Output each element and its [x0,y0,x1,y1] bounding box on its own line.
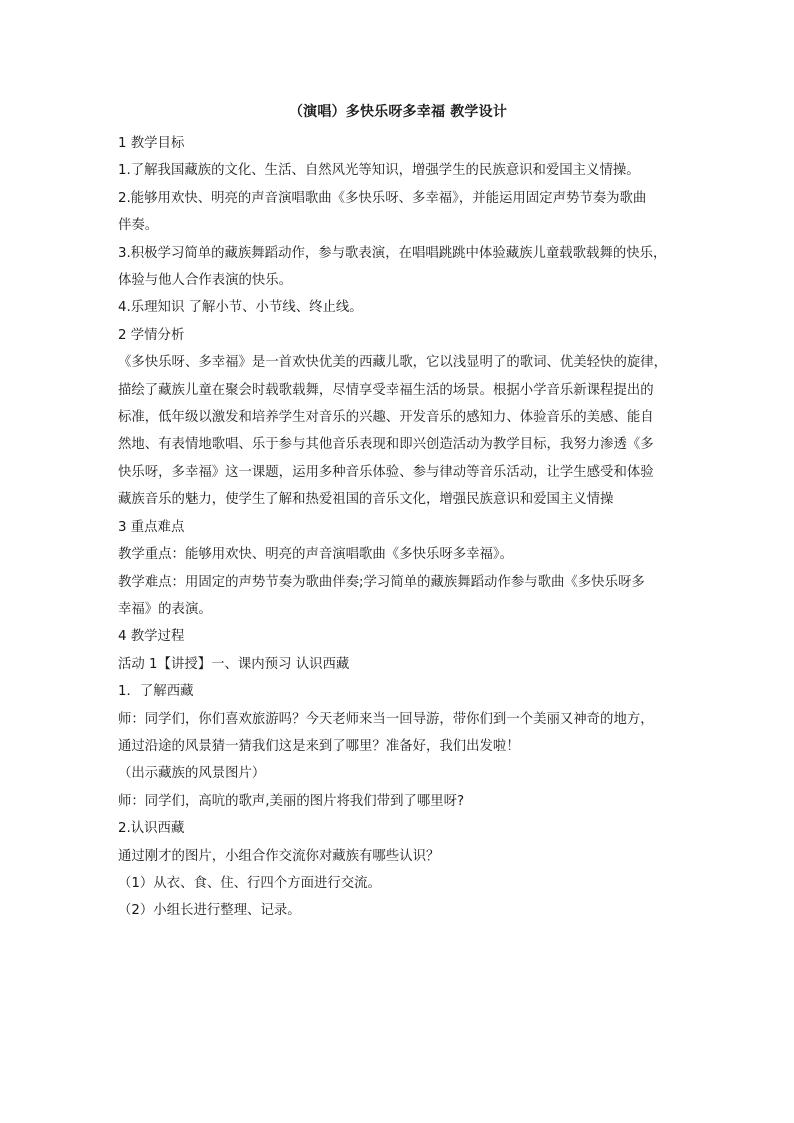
paragraph-line: 4.乐理知识 了解小节、小节线、终止线。 [118,300,363,316]
paragraph-line: 藏族音乐的魅力，使学生了解和热爱祖国的音乐文化，增强民族意识和爱国主义情操 [118,492,614,508]
subsection-heading: 1．了解西藏 [118,684,194,700]
paragraph-line: 教学难点：用固定的声势节奏为歌曲伴奏;学习简单的藏族舞蹈动作参与歌曲《多快乐呀多 [118,574,645,590]
paragraph-line: 3.积极学习简单的藏族舞蹈动作，参与歌表演，在唱唱跳跳中体验藏族儿童载歌载舞的快乐， [118,245,667,261]
document-title: （演唱）多快乐呀多幸福 教学设计 [288,104,508,120]
paragraph-line: 体验与他人合作表演的快乐。 [118,273,293,289]
document-body [118,100,678,925]
list-item: （1）从衣、食、住、行四个方面进行交流。 [118,875,381,891]
paragraph-line: 通过刚才的图片，小组合作交流你对藏族有哪些认识？ [118,848,440,864]
paragraph-line: 师：同学们，你们喜欢旅游吗？今天老师来当一回导游，带你们到一个美丽又神奇的地方， [118,711,654,727]
paragraph-line: 教学重点：能够用欢快、明亮的声音演唱歌曲《多快乐呀多幸福》。 [118,547,514,563]
section-heading-objectives: 1 教学目标 [118,136,185,151]
list-item: （2）小组长进行整理、记录。 [118,903,301,919]
activity-heading: 活动 1【讲授】一、课内预习 认识西藏 [118,656,350,672]
paragraph-line: 然地、有表情地歌唱、乐于参与其他音乐表现和即兴创造活动为教学目标，我努力渗透《多 [118,437,654,453]
subsection-heading: 2.认识西藏 [118,821,185,837]
paragraph-line: 《多快乐呀、多幸福》是一首欢快优美的西藏儿歌，它以浅显明了的歌词、优美轻快的旋律， [118,355,668,371]
section-heading-analysis: 2 学情分析 [118,327,185,343]
section-heading-key-points: 3 重点难点 [118,519,185,535]
paragraph-line: （出示藏族的风景图片） [118,766,266,782]
document-lines [118,130,678,925]
paragraph-line: 幸福》的表演。 [118,601,212,617]
paragraph-line: 师：同学们，高吭的歌声,美丽的图片将我们带到了哪里呀? [118,793,465,809]
paragraph-line: 快乐呀，多幸福》这一课题，运用多种音乐体验、参与律动等音乐活动，让学生感受和体验 [118,464,654,480]
paragraph-line: 描绘了藏族儿童在聚会时载歌载舞，尽情享受幸福生活的场景。根据小学音乐新课程提出的 [118,382,654,398]
paragraph-line: 2.能够用欢快、明亮的声音演唱歌曲《多快乐呀、多幸福》，并能运用固定声势节奏为歌曲 [118,190,647,206]
paragraph-line: 标准，低年级以激发和培养学生对音乐的兴趣、开发音乐的感知力、体验音乐的美感、能自 [118,410,654,426]
paragraph-line: 伴奏。 [118,218,159,234]
paragraph-line: 通过沿途的风景猜一猜我们这是来到了哪里？准备好，我们出发啦！ [118,738,520,754]
paragraph-line: 1.了解我国藏族的文化、生活、自然风光等知识，增强学生的民族意识和爱国主义情操。 [118,163,640,179]
section-heading-process: 4 教学过程 [118,629,185,645]
